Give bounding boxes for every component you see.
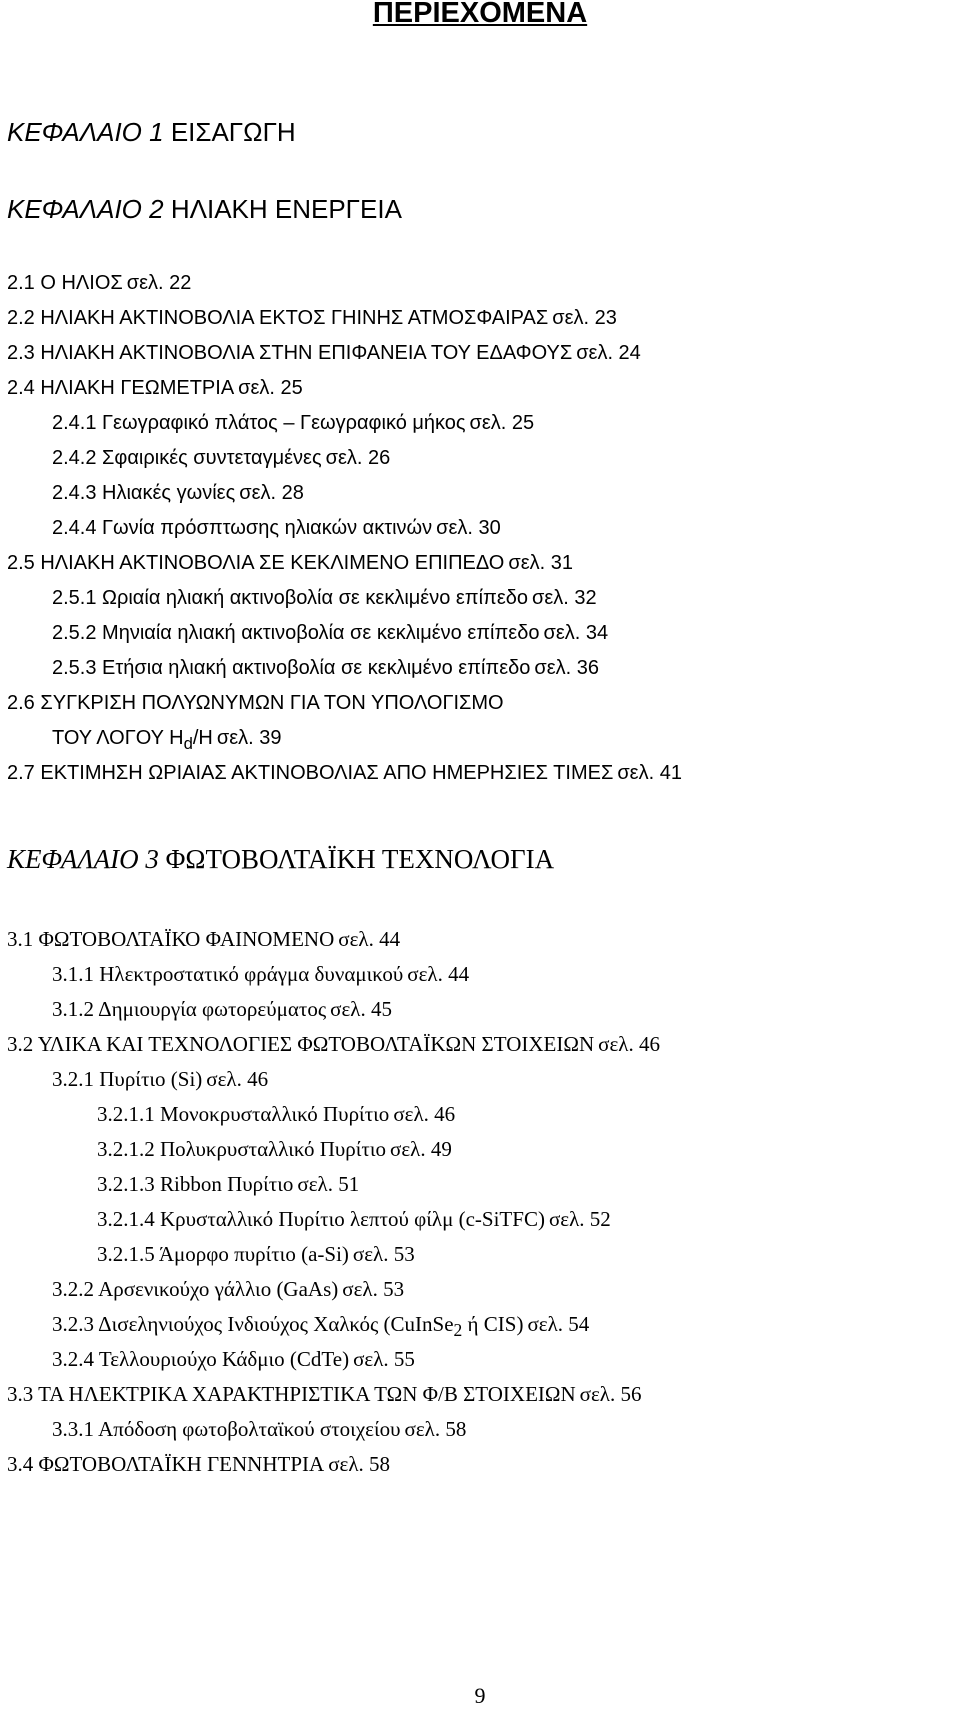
toc-entry-page: σελ. 52 xyxy=(548,1207,611,1231)
toc-entry[interactable] xyxy=(7,688,504,718)
toc-entry-title: 2.6 ΣΥΓΚΡΙΣΗ ΠΟΛΥΩΝΥΜΩΝ ΓΙΑ ΤΟΝ ΥΠΟΛΟΓΙΣΜΟ xyxy=(7,692,504,714)
toc-entry-page: σελ. 31 xyxy=(508,552,573,574)
toc-entry-title: 3.2 ΥΛΙΚΑ ΚΑΙ ΤΕΧΝΟΛΟΓΙΕΣ ΦΩΤΟΒΟΛΤΑΪΚΩΝ ΣΤΟΙΧΕΙΩΝ xyxy=(7,1032,595,1056)
toc-entry-title: 3.3.1 Απόδοση φωτοβολταϊκού στοιχείου xyxy=(52,1417,401,1441)
toc-entry-page: σελ. 25 xyxy=(469,412,535,434)
toc-entry-title: 3.2.1 Πυρίτιο (Si) xyxy=(52,1067,203,1091)
toc-entry-page: σελ. 39 xyxy=(216,727,282,749)
chapter-label: ΚΕΦΑΛΑΙΟ 3 xyxy=(7,844,159,874)
toc-entry-page: σελ. 58 xyxy=(404,1417,467,1441)
toc-entry-title: 3.1 ΦΩΤΟΒΟΛΤΑΪΚΟ ΦΑΙΝΟΜΕΝΟ xyxy=(7,927,335,951)
chapter-name: ΦΩΤΟΒΟΛΤΑΪΚΗ ΤΕΧΝΟΛΟΓΙΑ xyxy=(165,844,555,874)
toc-entry-page: σελ. 46 xyxy=(598,1032,660,1056)
toc-entry-title: 3.2.1.2 Πολυκρυσταλλικό Πυρίτιο xyxy=(97,1137,386,1161)
toc-entry-page: σελ. 56 xyxy=(579,1382,642,1406)
toc-entry-title: 3.2.1.3 Ribbon Πυρίτιο xyxy=(97,1172,294,1196)
toc-entry-title: 2.4.1 Γεωγραφικό πλάτος – Γεωγραφικό μήκος xyxy=(52,412,466,434)
toc-entry-title: 2.7 ΕΚΤΙΜΗΣΗ ΩΡΙΑΙΑΣ ΑΚΤΙΝΟΒΟΛΙΑΣ ΑΠΟ ΗΜΕΡΗΣΙΕΣ ΤΙΜΕΣ xyxy=(7,762,614,784)
chapter-name: ΗΛΙΑΚΗ ΕΝΕΡΓΕΙΑ xyxy=(170,194,402,224)
toc-entry-page: σελ. 25 xyxy=(238,377,303,399)
toc-entry-page: σελ. 32 xyxy=(532,587,597,609)
toc-entry-page: σελ. 55 xyxy=(353,1347,415,1371)
chapter-3-heading xyxy=(7,844,554,874)
toc-entry-title: 3.2.1.4 Κρυσταλλικό Πυρίτιο λεπτού φίλμ (c-SiTFC) xyxy=(97,1207,545,1231)
toc-entry-title: 3.2.1.1 Μονοκρυσταλλικό Πυρίτιο xyxy=(97,1102,390,1126)
toc-entry-page: σελ. 46 xyxy=(393,1102,456,1126)
toc-entry-title: 3.1.2 Δημιουργία φωτορεύματος xyxy=(52,997,327,1021)
toc-entry-page: σελ. 44 xyxy=(407,962,470,986)
toc-entry-page: σελ. 46 xyxy=(206,1067,269,1091)
chapter-2-heading xyxy=(7,194,402,224)
chapter-name: ΕΙΣΑΓΩΓΗ xyxy=(170,117,296,147)
chapter-label: ΚΕΦΑΛΑΙΟ 2 xyxy=(7,194,164,224)
toc-entry-page: σελ. 41 xyxy=(617,762,682,784)
chapter-label: ΚΕΦΑΛΑΙΟ 1 xyxy=(7,117,164,147)
toc-entry-title: 2.4.4 Γωνία πρόσπτωσης ηλιακών ακτινών xyxy=(52,517,433,539)
toc-entry-page: σελ. 51 xyxy=(297,1172,360,1196)
toc-entry-title: 2.3 ΗΛΙΑΚΗ ΑΚΤΙΝΟΒΟΛΙΑ ΣΤΗΝ ΕΠΙΦΑΝΕΙΑ ΤΟΥ ΕΔΑΦΟΥΣ xyxy=(7,342,573,364)
toc-entry-title: 3.2.2 Αρσενικούχο γάλλιο (GaAs) xyxy=(52,1277,339,1301)
toc-entry-title: 2.5.3 Ετήσια ηλιακή ακτινοβολία σε κεκλιμένο επίπεδο xyxy=(52,657,531,679)
toc-entry-page: σελ. 24 xyxy=(576,342,641,364)
page-title: ΠΕΡΙΕΧΟΜΕΝΑ xyxy=(372,0,588,27)
toc-entry-page: σελ. 22 xyxy=(126,272,192,294)
toc-entry-page: σελ. 58 xyxy=(328,1452,391,1476)
toc-entry-title: 3.2.3 Δισεληνιούχος Ινδιούχος Χαλκός (CuInSe$_2$ ή CIS) xyxy=(52,1312,524,1341)
toc-entry-title: ΤΟΥ ΛΟΓΟΥ $H_d/H$ xyxy=(52,727,213,753)
toc-entry-title: 3.2.1.5 Άμορφο πυρίτιο (a-Si) xyxy=(97,1242,349,1266)
toc-entry-title: 2.4.3 Ηλιακές γωνίες xyxy=(52,482,236,504)
toc-entry-page: σελ. 26 xyxy=(325,447,391,469)
toc-entry-title: 2.5.2 Μηνιαία ηλιακή ακτινοβολία σε κεκλιμένο επίπεδο xyxy=(52,622,540,644)
toc-entry-page: σελ. 53 xyxy=(352,1242,415,1266)
toc-entry-title: 2.2 ΗΛΙΑΚΗ ΑΚΤΙΝΟΒΟΛΙΑ ΕΚΤΟΣ ΓΗΙΝΗΣ ΑΤΜΟΣΦΑΙΡΑΣ xyxy=(7,307,549,329)
toc-entry-page: σελ. 23 xyxy=(552,307,617,329)
toc-entry-page: σελ. 34 xyxy=(543,622,609,644)
toc-entry-title: 2.4 ΗΛΙΑΚΗ ΓΕΩΜΕΤΡΙΑ xyxy=(7,377,235,399)
toc-entry-page: σελ. 36 xyxy=(534,657,600,679)
toc-entry-title: 3.2.4 Τελλουριούχο Κάδμιο (CdTe) xyxy=(52,1347,350,1371)
toc-entry-page: σελ. 53 xyxy=(342,1277,405,1301)
page-number: 9 xyxy=(474,1683,486,1708)
toc-entry-title: 3.3 ΤΑ ΗΛΕΚΤΡΙΚΑ ΧΑΡΑΚΤΗΡΙΣΤΙΚΑ ΤΩΝ Φ/Β ΣΤΟΙΧΕΙΩΝ xyxy=(7,1382,576,1406)
toc-entry-title: 2.1 Ο ΗΛΙΟΣ xyxy=(7,272,123,294)
toc-entry-title: 2.4.2 Σφαιρικές συντεταγμένες xyxy=(52,447,322,469)
toc-entry-title: 2.5 ΗΛΙΑΚΗ ΑΚΤΙΝΟΒΟΛΙΑ ΣΕ ΚΕΚΛΙΜΕΝΟ ΕΠΙΠΕΔΟ xyxy=(7,552,505,574)
toc-entry-page: σελ. 45 xyxy=(330,997,392,1021)
toc-entry-page: σελ. 30 xyxy=(436,517,501,539)
chapter-1-heading xyxy=(7,117,296,147)
toc-entry-page: σελ. 28 xyxy=(239,482,304,504)
toc-entry-title: 2.5.1 Ωριαία ηλιακή ακτινοβολία σε κεκλιμένο επίπεδο xyxy=(52,587,529,609)
toc-entry-page: σελ. 54 xyxy=(527,1312,590,1336)
toc-entry-page: σελ. 49 xyxy=(390,1137,452,1161)
toc-entry-title: 3.1.1 Ηλεκτροστατικό φράγμα δυναμικού xyxy=(52,962,404,986)
toc-entry-title: 3.4 ΦΩΤΟΒΟΛΤΑΪΚΗ ΓΕΝΝΗΤΡΙΑ xyxy=(7,1452,325,1476)
toc-entry-page: σελ. 44 xyxy=(338,927,401,951)
